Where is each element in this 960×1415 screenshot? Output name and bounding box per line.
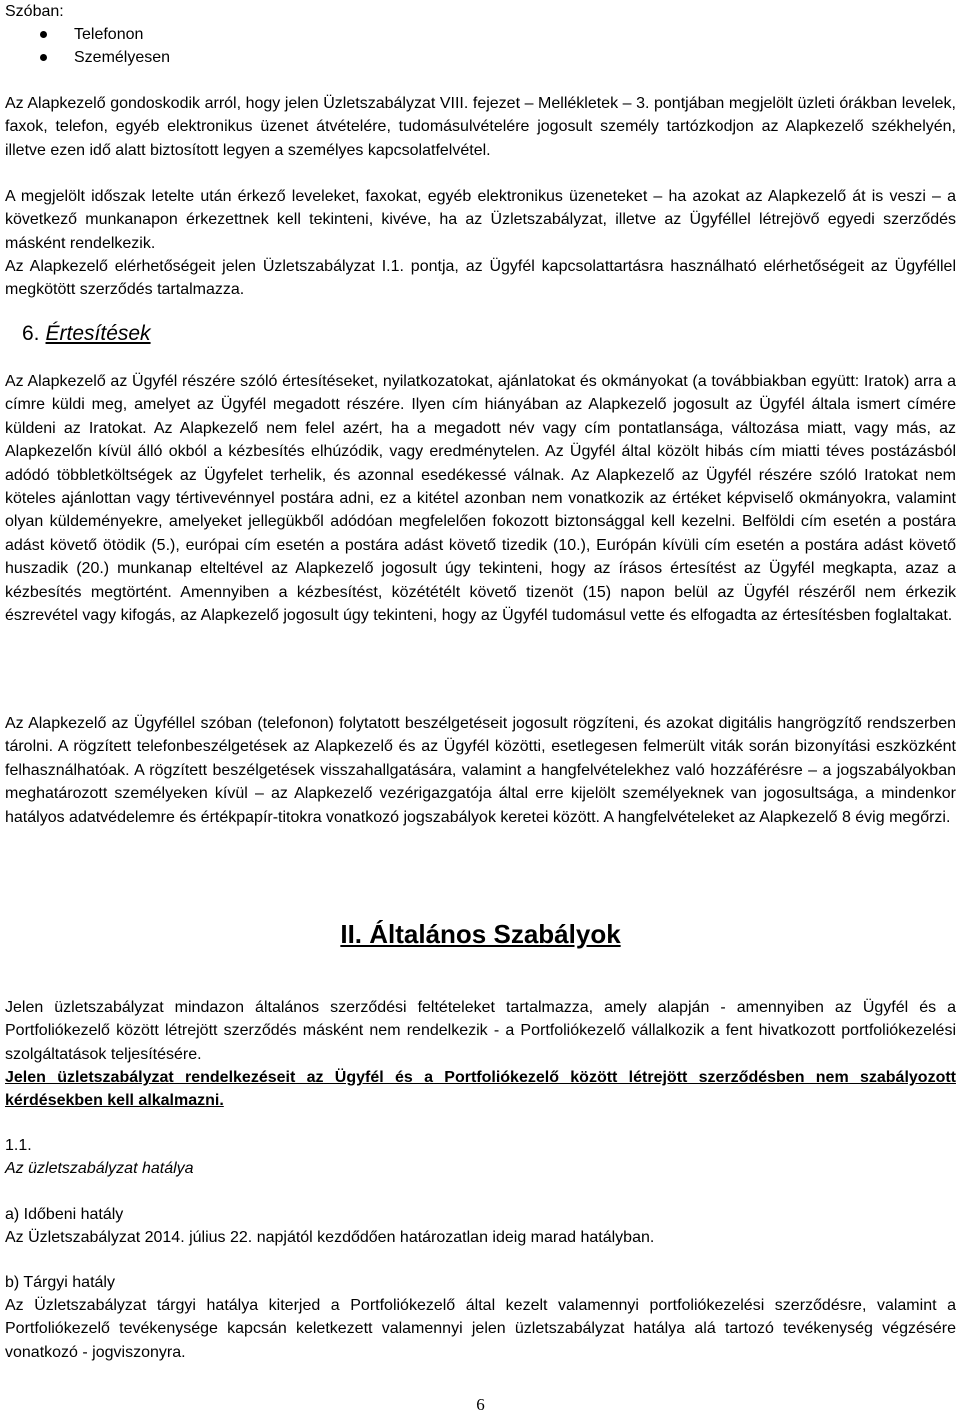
general-rules-emphasis: Jelen üzletszabályzat rendelkezéseit az Ügyfél és a Portfoliókezelő között létrejött szerződésben nem szabályozott kérdésekben kell alkalmazni. xyxy=(5,1069,956,1110)
contact-methods-list xyxy=(5,23,405,70)
list-item-label: Telefonon xyxy=(74,26,144,43)
bullet-icon xyxy=(40,54,47,61)
general-rules-paragraph: Jelen üzletszabályzat mindazon általános szerződési feltételeket tartalmazza, amely alapján - amennyiben az Ügyfél és a Portfoliókezelő között létrejött szerződés másként nem rendelkezik - a Portfoliókezelő vállalkozik a fent hivatkozott portfoliókezelési szolgáltatások teljesítésére. xyxy=(5,999,956,1063)
recording-paragraph: Az Alapkezelő az Ügyféllel szóban (telefonon) folytatott beszélgetéseit jogosult rögzíteni, és azokat digitális hangrögzítő rendszerben tárolni. A rögzített telefonbeszélgetések az Alapkezelő és az Ügyfél közötti, esetlegesen felmerült viták során bizonyítási eszközként felhasználhatóak. A rögzített beszélgetések visszahallgatására, valamint a hangfelvételekhez való hozzáférésre – a jogszabályokban meghatározott személyeken kívül – az Alapkezelő vezérigazgatója által erre kijelölt személyeknek van jogosultsága, a mindenkor hatályos adatvédelemre és értékpapír-titokra vonatkozó jogszabályok keretei között. A hangfelvételeket az Alapkezelő 8 évig megőrzi. xyxy=(5,715,956,826)
list-item xyxy=(5,46,405,69)
material-scope-text: Az Üzletszabályzat tárgyi hatálya kiterjed a Portfoliókezelő által kezelt valamennyi portfoliókezelési szerződésre, valamint a Portfoliókezelő tevékenysége kapcsán keletkezett valamennyi jelen üzletszabályzat hatálya alá tartozó tevékenység végzésére vonatkozó - jogviszonyra. xyxy=(5,1297,956,1361)
material-scope-label: b) Tárgyi hatály xyxy=(5,1274,115,1291)
section-heading-notifications xyxy=(22,320,151,348)
bullet-icon xyxy=(40,31,47,38)
subsection-number: 1.1. xyxy=(5,1137,32,1154)
intro-paragraph-business-hours: Az Alapkezelő gondoskodik arról, hogy jelen Üzletszabályzat VIII. fejezet – Mellékletek – 3. pontjában megjelölt üzleti órákban levelek, faxok, telefon, egyéb elektronikus üzenet átvételére, tudomásulvételére jogosult személy tartózkodjon az Alapkezelő székhelyén, illetve ezen idő alatt biztosított legyen a személyes kapcsolatfelvétel. xyxy=(5,95,956,159)
list-item-label: Személyesen xyxy=(74,49,171,67)
intro-paragraph-after-hours: A megjelölt időszak letelte után érkező leveleket, faxokat, egyéb elektronikus üzeneteket – ha azokat az Alapkezelő át is veszi – a következő munkanapon érkezettnek kell tekinteni, kivéve, ha az Üzletszabályzat, illetve az Ügyféllel létrejövő egyedi szerződés másként rendelkezik. xyxy=(5,188,956,252)
intro-paragraph-contacts: Az Alapkezelő elérhetőségeit jelen Üzletszabályzat I.1. pontja, az Ügyfél kapcsolattartásra használható elérhetőségeit az Ügyféllel megkötött szerződés tartalmazza. xyxy=(5,258,956,299)
temporal-scope-text: Az Üzletszabályzat 2014. július 22. napjától kezdődően határozatlan ideig marad hatályban. xyxy=(5,1229,655,1246)
section-title: Értesítések xyxy=(45,322,151,345)
notifications-paragraph: Az Alapkezelő az Ügyfél részére szóló értesítéseket, nyilatkozatokat, ajánlatokat és okmányokat (a továbbiakban együtt: Iratok) arra a címre küldi meg, amelyet az Ügyfél megadott részére. Ilyen cím hiányában az Alapkezelő jogosult az Ügyfél általa ismert címére küldeni az Iratokat. Az Alapkezelő nem felel azért, ha a megadott név vagy cím pontatlansága, változása miatt, vagy más, az Alapkezelőn kívül álló okból a kézbesítés elhúzódik, vagy eredménytelen. Az Ügyfél által közölt hibás cím miatti téves postázásból adódó többletköltségek az Ügyfelet terhelik, és azonnal esedékessé válnak. Az Alapkezelő az Ügyfél részére szóló Iratokat nem köteles ajánlottan vagy tértivevénnyel postára adni, ez a kitétel azonban nem vonatkozik az értéket képviselő okmányokra, valamint olyan küldeményekre, amelyeket jellegükből adódóan megfelelően fokozott biztonsággal kell kezelni. Belföldi cím esetén a postára adást követő ötödik (5.), európai cím esetén a postára adást követő tizedik (10.), Európán kívüli cím esetén a postára adást követő huszadik (20.) munkanap elteltével az Alapkezelő jogosult úgy tekinteni, hogy az írásos értesítést az Ügyfél megkapta, azaz a kézbesítés megtörtént. Amennyiben a kézbesítést, közététélt követő tizenöt (15) napon belül az Ügyfél részéről nem érkezik észrevétel vagy kifogás, az Alapkezelő jogosult úgy tekinteni, hogy az Ügyfél tudomásul vette és elfogadta az értesítésben foglaltakat. xyxy=(5,373,956,625)
list-item xyxy=(5,23,405,46)
temporal-scope-label: a) Időbeni hatály xyxy=(5,1206,124,1223)
subsection-title: Az üzletszabályzat hatálya xyxy=(5,1160,194,1177)
contact-methods-label: Szóban: xyxy=(5,3,64,20)
section-number: 6. xyxy=(22,322,40,345)
chapter-heading-general-rules: II. Általános Szabályok xyxy=(340,919,621,949)
page-number: 6 xyxy=(476,1395,485,1414)
